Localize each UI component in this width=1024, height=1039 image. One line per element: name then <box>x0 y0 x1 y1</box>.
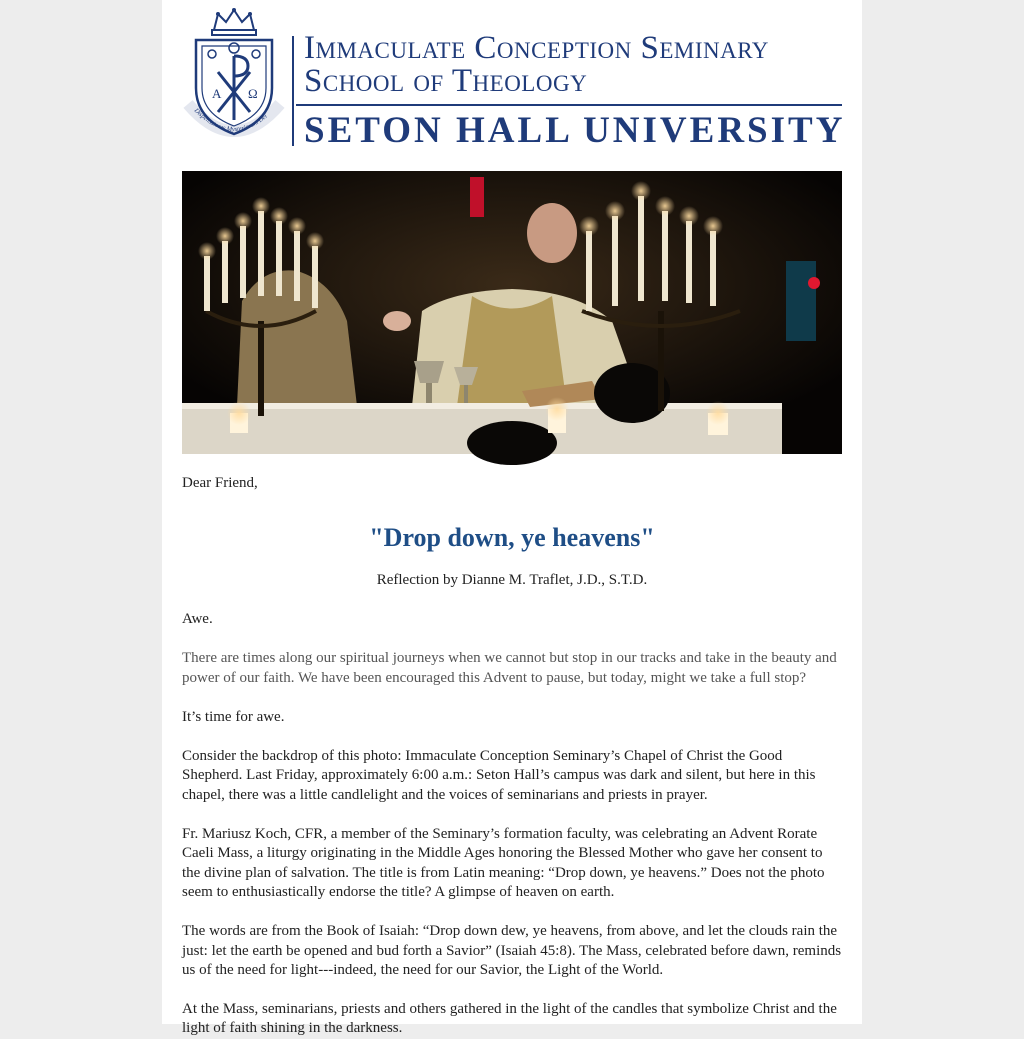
header-vertical-rule <box>292 36 294 146</box>
paragraph: The words are from the Book of Isaiah: “Drop down dew, ye heavens, from above, and let the clouds rain the just: let the earth be opened and bud forth a Savior” (Isaiah 45:8). The Mass, celebrated before dawn, reminds us of the need for light---indeed, the need for our Savior, the Light of the World. <box>182 923 842 978</box>
university-name: SETON HALL UNIVERSITY <box>304 110 846 151</box>
svg-text:A: A <box>212 86 222 101</box>
chapel-altar-candlelight-photo-icon <box>182 171 842 454</box>
paragraph: At the Mass, seminarians, priests and others gathered in the light of the candles that symbolize Christ and the light of faith shining in the darkness. <box>182 1001 837 1037</box>
paragraph: Awe. <box>182 611 213 627</box>
svg-text:Ω: Ω <box>248 86 258 101</box>
letter-body <box>182 474 842 1039</box>
byline: Reflection by Dianne M. Traflet, J.D., S.T.D. <box>376 572 648 588</box>
school-name: School of Theology <box>304 63 588 99</box>
header-horizontal-rule <box>296 104 842 106</box>
paragraph: There are times along our spiritual journeys when we cannot but stop in our tracks and take in the beauty and power of our faith. We have been encouraged this Advent to pause, but today, might we take a full stop? <box>182 650 837 686</box>
seminary-name: Immaculate Conception Seminary <box>304 30 769 66</box>
seminary-crest-icon <box>182 8 286 148</box>
svg-text:Dispensatores Mysteriorum Dei: Dispensatores Mysteriorum Dei <box>192 107 269 134</box>
seminary-header <box>182 8 846 151</box>
email-page <box>162 0 862 1037</box>
paragraph: Consider the backdrop of this photo: Immaculate Conception Seminary’s Chapel of Christ the Good Shepherd. Last Friday, approximately 6:00 a.m.: Seton Hall’s campus was dark and silent, but here in this chapel, there was a little candlelight and the voices of seminarians and priests in prayer. <box>182 748 816 803</box>
chapel-photo <box>182 171 842 454</box>
salutation: Dear Friend, <box>182 475 258 491</box>
paragraph: Fr. Mariusz Koch, CFR, a member of the Seminary’s formation faculty, was celebrating an Advent Rorate Caeli Mass, a liturgy originating in the Middle Ages honoring the Blessed Mother who gave her consent to the divine plan of salvation. The title is from Latin meaning: “Drop down, ye heavens.” Does not the photo seem to enthusiastically endorse the title? A glimpse of heaven on earth. <box>182 826 825 900</box>
reflection-title: "Drop down, ye heavens" <box>369 523 655 552</box>
paragraph: It’s time for awe. <box>182 708 285 725</box>
